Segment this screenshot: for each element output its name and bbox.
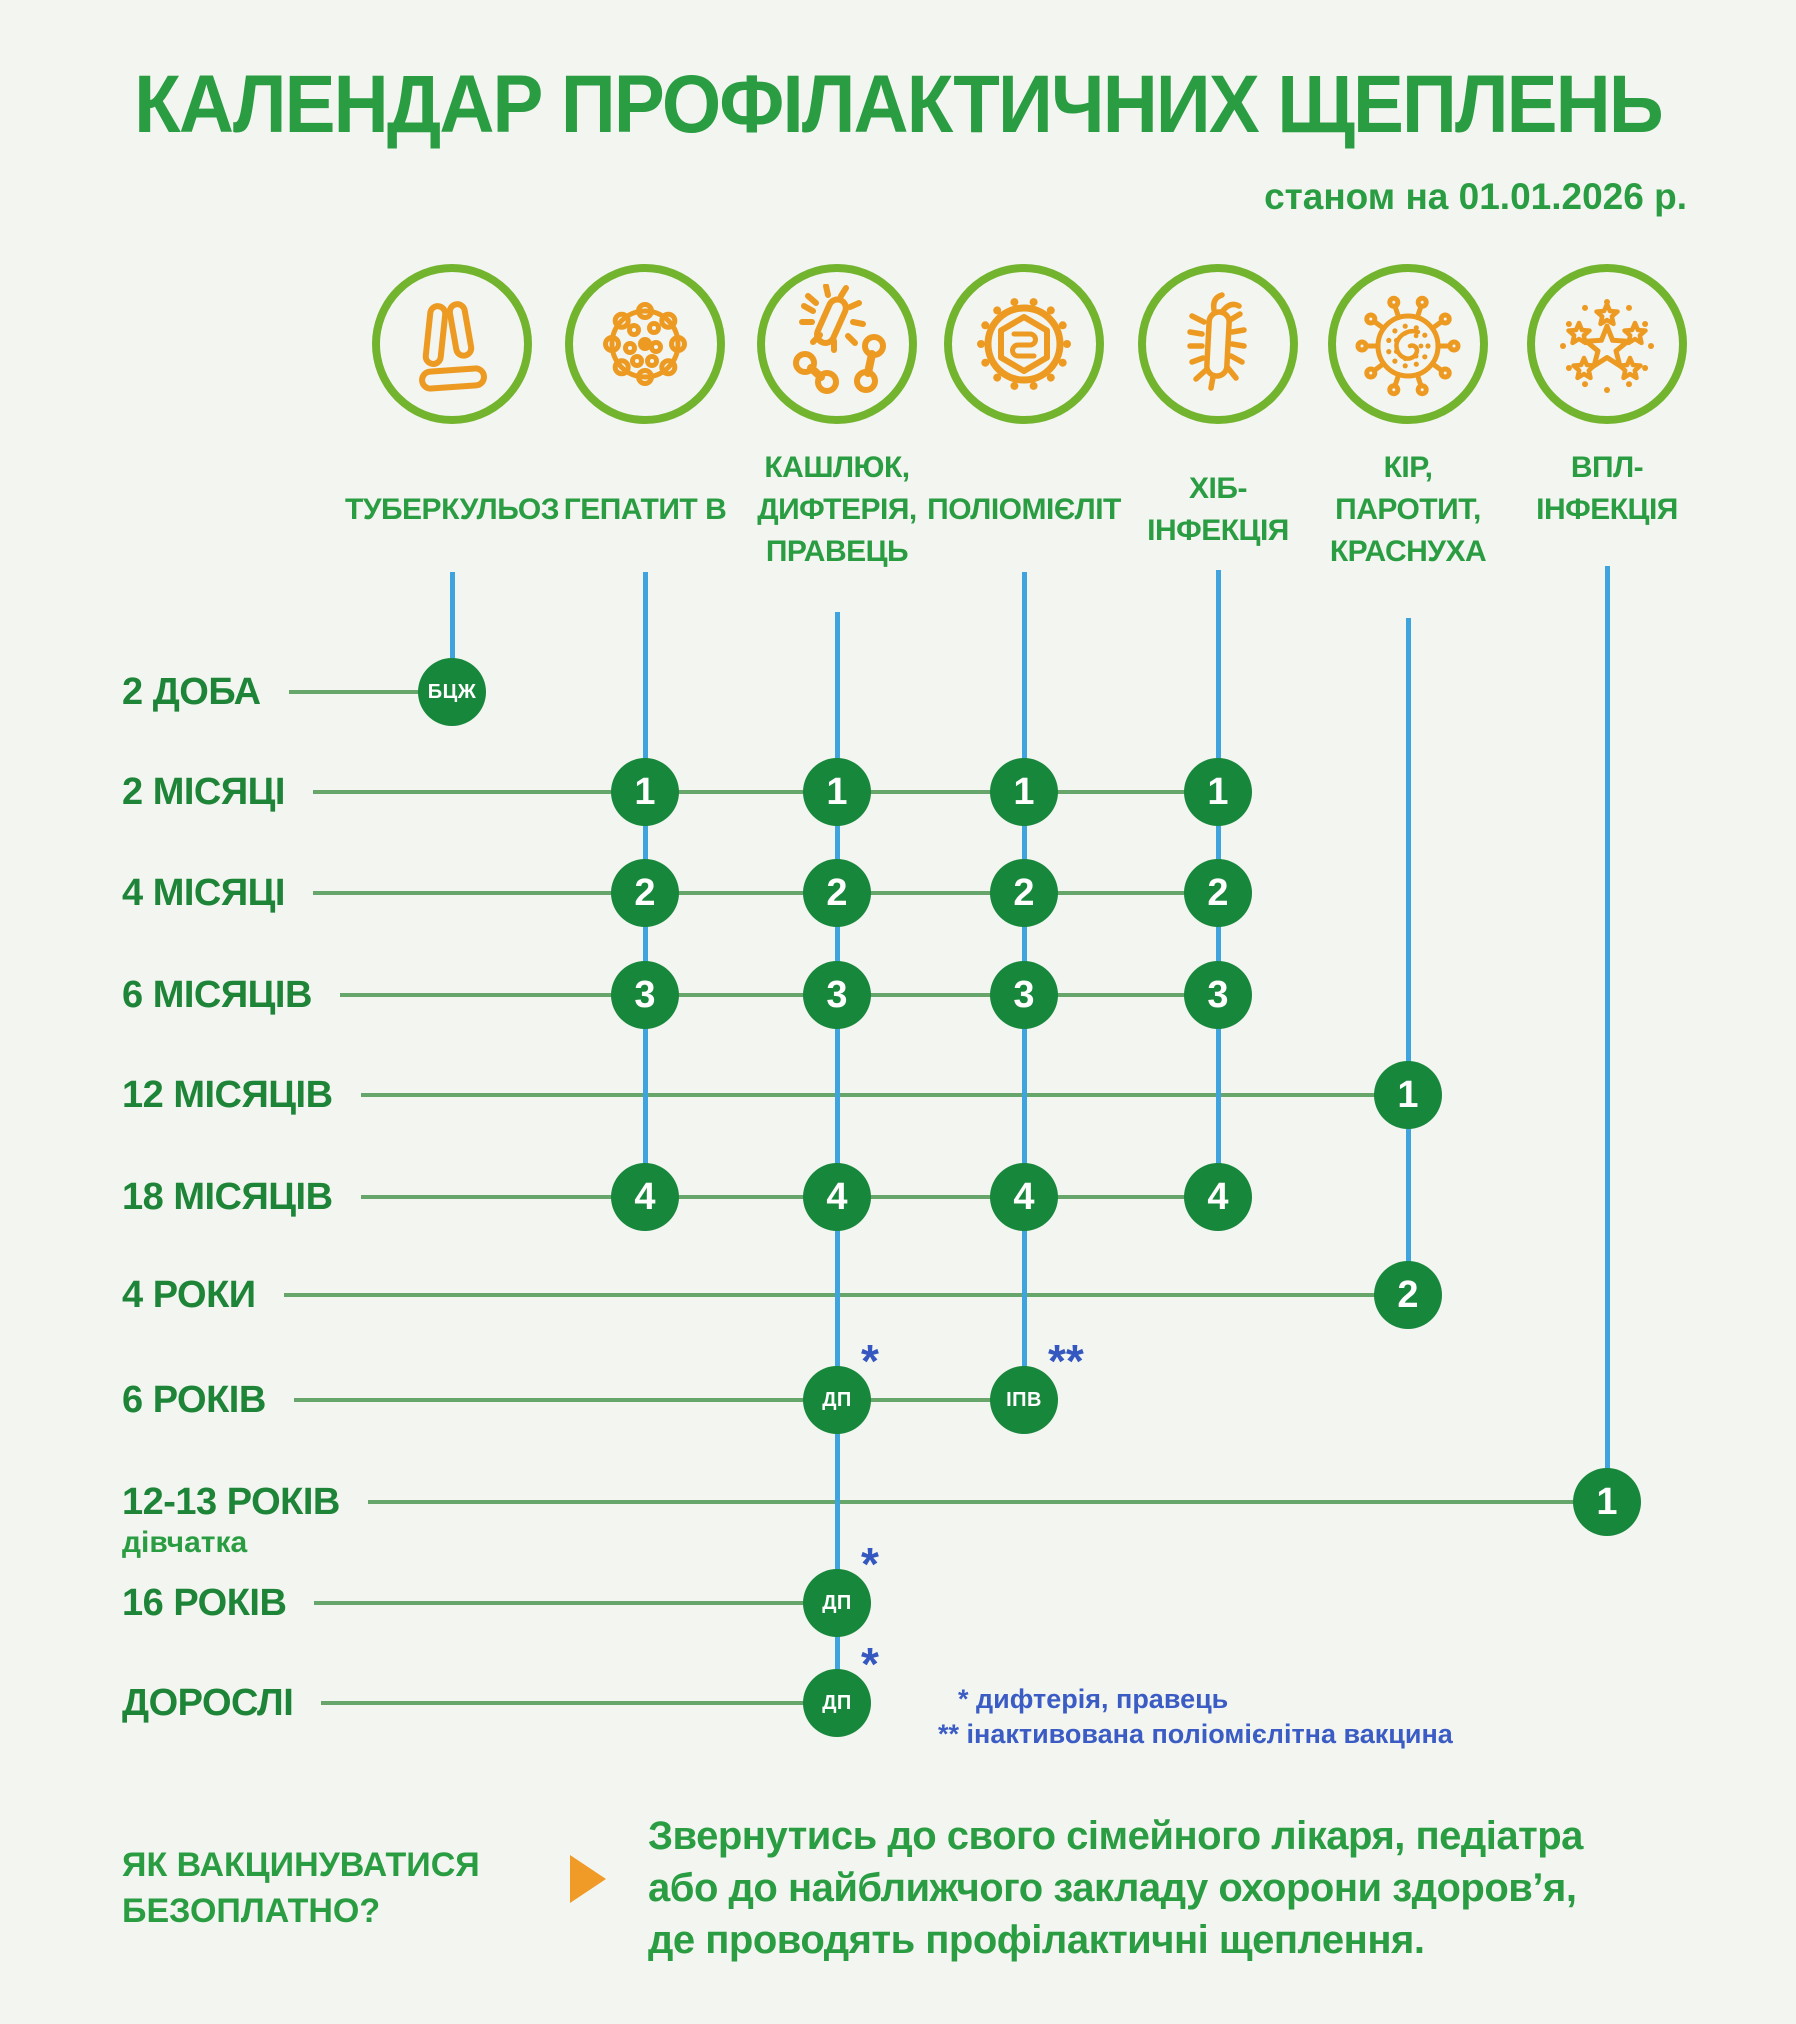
dose-node-label: 1 [1596,1480,1618,1523]
poliovirus-icon [944,264,1104,424]
age-row-line [321,1701,837,1705]
dose-node-label: 3 [1013,973,1035,1016]
dose-node [1374,1061,1442,1129]
age-row-line [313,790,1218,794]
measles-mumps-rubella-virus-icon [1328,264,1488,424]
column-label-line: ХІБ- [1189,472,1247,505]
column-label-line: ТУБЕРКУЛЬОЗ [345,493,559,526]
dose-node-label: 4 [826,1175,848,1218]
dose-node [803,859,871,927]
dose-footnote-mark: * [861,1538,879,1590]
age-row-label: 18 МІСЯЦІВ [122,1175,333,1218]
age-row-label: 16 РОКІВ [122,1581,287,1624]
dose-node [611,1163,679,1231]
timeline-hpv-infection [1605,566,1610,1502]
age-row-label: 4 МІСЯЦІ [122,871,285,914]
timeline-measles-mumps-rubella [1406,618,1411,1295]
dose-node [990,1163,1058,1231]
dose-node-label: 2 [826,871,848,914]
footnote-ipv: ** інактивована поліомієлітна вакцина [938,1719,1453,1749]
dose-node [803,758,871,826]
column-label-line: ІНФЕКЦІЯ [1147,514,1289,547]
dose-node-label: ДП [822,1691,852,1714]
answer-line-1: Звернутись до свого сімейного лікаря, педіатра [648,1814,1583,1858]
dose-node [611,758,679,826]
age-row-line [313,891,1218,895]
dose-node-label: БЦЖ [427,680,477,703]
age-row-line [294,1398,1024,1402]
dose-node-label: ДП [822,1591,852,1614]
poster-date-note: станом на 01.01.2026 р. [1264,176,1687,217]
dose-footnote-mark: * [861,1335,879,1387]
arrow-right-icon [570,1855,606,1903]
dose-node [1184,961,1252,1029]
age-row-label: 6 РОКІВ [122,1378,266,1421]
answer-line-3: де проводять профілактичні щеплення. [648,1918,1425,1962]
dose-node [1184,758,1252,826]
pertussis-diphtheria-tetanus-bacteria-icon [757,264,917,424]
dose-node-label: 1 [1013,770,1035,813]
column-label-line: ІНФЕКЦІЯ [1536,493,1678,526]
age-row-sublabel: дівчатка [122,1526,248,1559]
column-label-line: ПАРОТИТ, [1335,493,1481,526]
dose-node [803,961,871,1029]
hepatitis-b-virus-icon [565,264,725,424]
age-row-line [361,1093,1408,1097]
dose-node-label: 3 [634,973,656,1016]
age-row-label: 2 МІСЯЦІ [122,770,285,813]
dose-node-label: 1 [826,770,848,813]
tuberculosis-bacteria-icon [372,264,532,424]
hib-bacteria-icon [1138,264,1298,424]
footnote-diphtheria-tetanus: * дифтерія, правець [958,1684,1229,1714]
how-to-vaccinate-answer [648,1810,1718,1966]
dose-node-label: 3 [1207,973,1229,1016]
column-label-line: ГЕПАТИТ В [563,493,727,526]
age-row-label: 2 ДОБА [122,670,261,713]
dose-node [990,859,1058,927]
dose-node-label: 4 [1207,1175,1229,1218]
age-row-label: 12-13 РОКІВ [122,1480,340,1523]
dose-node-label: 1 [634,770,656,813]
age-row-line [314,1601,837,1605]
age-row-line [340,993,1218,997]
age-row-label: 4 РОКИ [122,1273,256,1316]
dose-node [990,961,1058,1029]
dose-node-label: 2 [1013,871,1035,914]
column-label-line: КРАСНУХА [1329,535,1487,568]
dose-node [611,859,679,927]
column-label-line: ПРАВЕЦЬ [765,535,909,568]
dose-node [611,961,679,1029]
dose-node-label: 2 [1397,1273,1419,1316]
how-to-vaccinate-question [122,1842,480,1934]
column-label-line: ВПЛ- [1570,451,1644,484]
dose-node [803,1638,879,1737]
age-row-line [284,1293,1408,1297]
column-label-line: ДИФТЕРІЯ, [757,493,917,526]
answer-line-2: або до найближчого закладу охорони здоров’я, [648,1866,1577,1910]
question-line-1: ЯК ВАКЦИНУВАТИСЯ [122,1846,480,1884]
question-line-2: БЕЗОПЛАТНО? [122,1892,381,1930]
column-label-line: КІР, [1383,451,1433,484]
dose-node [1573,1468,1641,1536]
age-row [122,1673,837,1733]
dose-node-label: ДП [822,1388,852,1411]
age-row-line [368,1500,1607,1504]
dose-node-label: 4 [634,1175,656,1218]
dose-footnote-mark: * [861,1638,879,1690]
dose-node [990,1335,1084,1434]
age-row-label: 12 МІСЯЦІВ [122,1073,333,1116]
age-row-line [361,1195,1218,1199]
age-row-label: 6 МІСЯЦІВ [122,973,312,1016]
dose-footnote-mark: ** [1048,1335,1084,1387]
dose-node [1374,1261,1442,1329]
dose-node [990,758,1058,826]
dose-node-label: 2 [634,871,656,914]
dose-node [803,1163,871,1231]
dose-node [803,1335,879,1434]
dose-node-label: 4 [1013,1175,1035,1218]
dose-node-label: 2 [1207,871,1229,914]
column-label-line: ПОЛІОМІЄЛІТ [927,493,1121,526]
poster-title: КАЛЕНДАР ПРОФІЛАКТИЧНИХ ЩЕПЛЕНЬ [134,59,1662,150]
dose-node [803,1538,879,1637]
dose-node [1184,1163,1252,1231]
column-label-hpv-infection [1487,447,1727,531]
dose-node-label: ІПВ [1006,1388,1042,1411]
hpv-virus-icon [1527,264,1687,424]
dose-node [418,658,486,726]
column-label-line: КАШЛЮК, [764,451,910,484]
age-row [122,1370,1024,1430]
age-row [122,1265,1408,1325]
dose-node-label: 1 [1207,770,1229,813]
age-row [122,1573,837,1633]
age-row [122,1472,1607,1532]
dose-node-label: 3 [826,973,848,1016]
dose-node-label: 1 [1397,1073,1419,1116]
age-row [122,662,452,722]
dose-node [1184,859,1252,927]
age-row-label: ДОРОСЛІ [122,1681,294,1724]
